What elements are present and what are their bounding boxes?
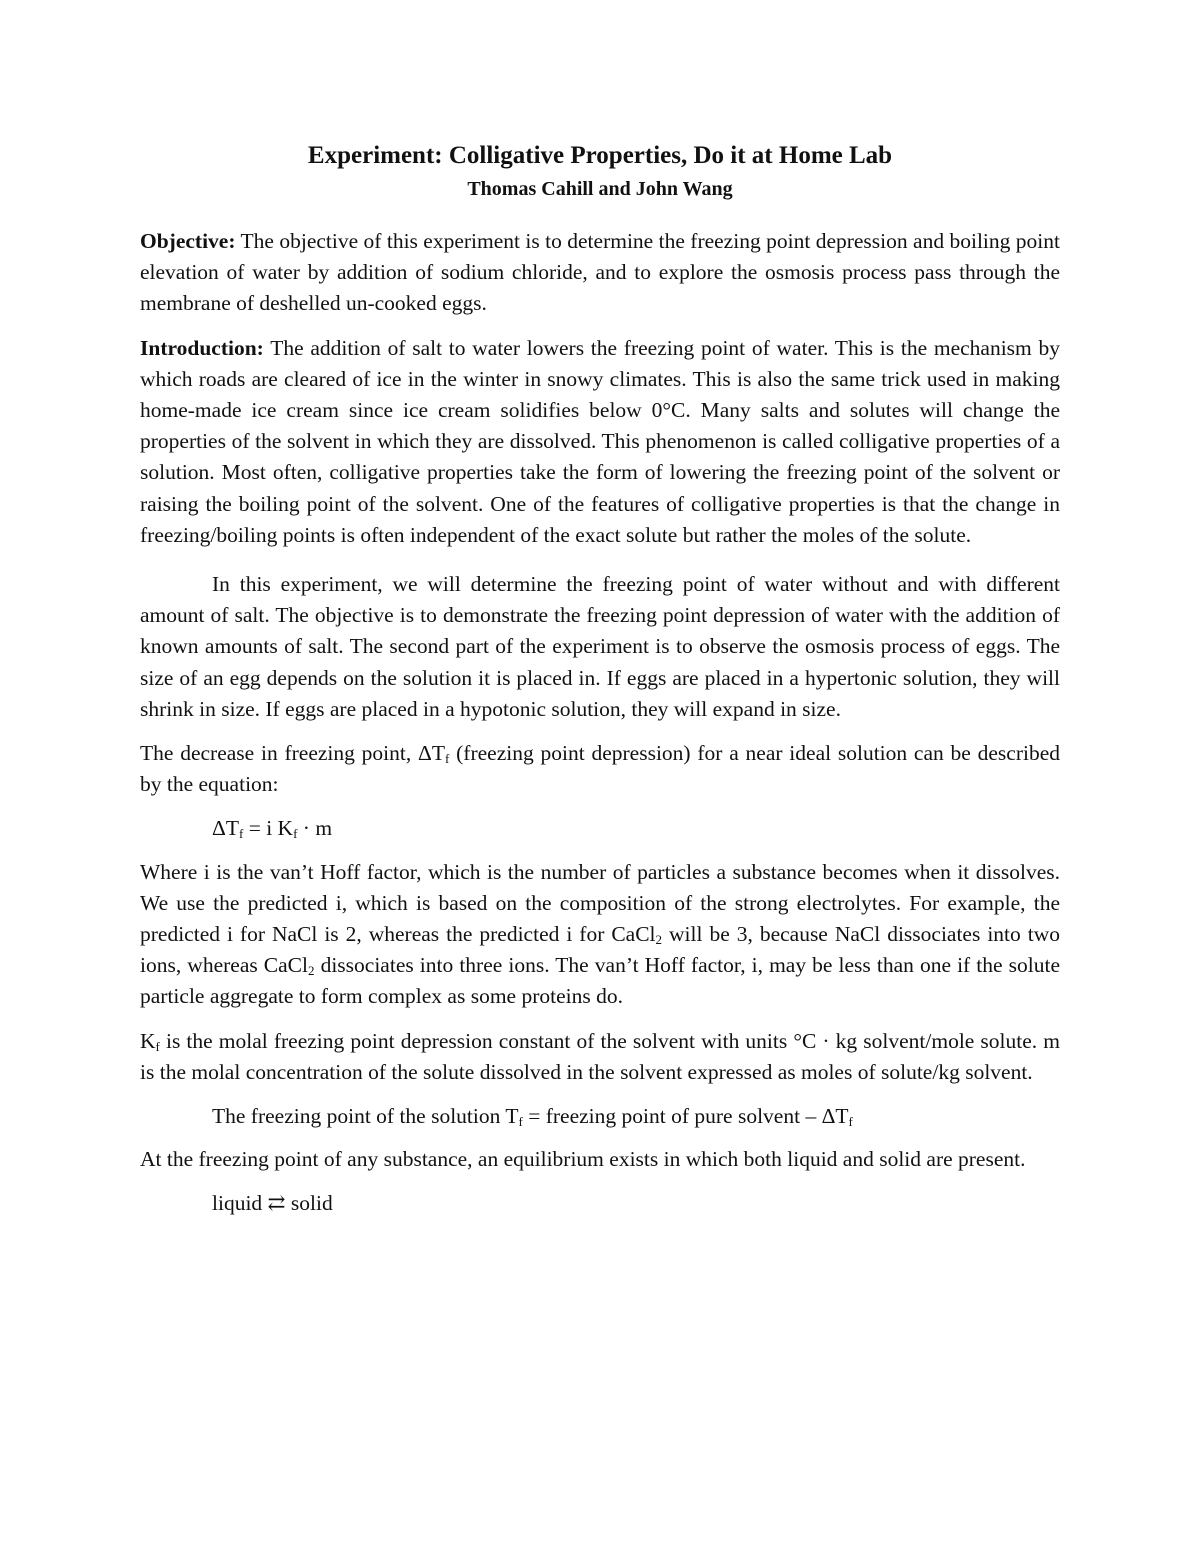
vant-hoff-sub-2: 2 (308, 963, 315, 979)
decrease-paragraph (140, 738, 1060, 800)
solution-freezing-point-equation (212, 1101, 1060, 1132)
kf-text-1: K (140, 1028, 156, 1053)
eq1-part-3: · m (297, 816, 333, 841)
equilibrium-paragraph: At the freezing point of any substance, an equilibrium exists in which both liquid and solid are present. (140, 1147, 1026, 1172)
objective-text: The objective of this experiment is to determine the freezing point depression and boiling point elevation of water by addition of sodium chloride, and to explore the osmosis process pass through the membrane of deshelled un-cooked eggs. (140, 229, 1060, 316)
vant-hoff-sub-1: 2 (655, 932, 663, 948)
eq1-part-2: = i K (243, 816, 294, 841)
objective-paragraph (140, 226, 1060, 320)
eq1-sub-2: f (293, 826, 298, 842)
experiment-paragraph: In this experiment, we will determine the freezing point of water without and with different amount of salt. The objective is to demonstrate the freezing point depression of water with the addition of known amounts of salt. The second part of the experiment is to observe the osmosis process of eggs. The size of an egg depends on the solution it is placed in. If eggs are placed in a hypertonic solution, they will shrink in size. If eggs are placed in a hypotonic solution, they will expand in size. (140, 572, 1060, 721)
document-page (140, 138, 1060, 1232)
kf-text-2: is the molal freezing point depression constant of the solvent with units °C · kg solvent/mole solute. m is the molal concentration of the solute dissolved in the solvent expressed as moles of solute/kg solvent. (140, 1028, 1060, 1084)
vant-hoff-paragraph (140, 857, 1060, 1013)
document-authors: Thomas Cahill and John Wang (467, 178, 733, 200)
eq2-part-2: = freezing point of pure solvent – ΔT (522, 1104, 849, 1129)
introduction-paragraph (140, 333, 1060, 551)
eq1-sub-1: f (238, 826, 244, 842)
vant-hoff-text-3: dissociates into three ions. The van’t Hoff factor, i, may be less than one if the solute particle aggregate to form complex as some proteins do. (140, 953, 1060, 1009)
decrease-text-2: (freezing point depression) for a near ideal solution can be described by the equation: (140, 741, 1060, 797)
introduction-text: The addition of salt to water lowers the freezing point of water. This is the mechanism by which roads are cleared of ice in the winter in snowy climates. This is also the same trick used in making home-made ice cream since ice cream solidifies below 0°C. Many salts and solutes will change the properties of the solvent in which they are dissolved. This phenomenon is called colligative properties of a solution. Most often, colligative properties take the form of lowering the freezing point of the solvent or raising the boiling point of the solvent. One of the features of colligative properties is that the change in freezing/boiling points is often independent of the exact solute but rather the moles of the solute. (140, 335, 1060, 547)
vant-hoff-text-1: Where i is the van’t Hoff factor, which is the number of particles a substance becomes when it dissolves. We use the predicted i, which is based on the composition of the strong electrolytes. For example, the predicted i for NaCl is 2, whereas the predicted i for CaCl (140, 859, 1060, 947)
kf-paragraph (140, 1026, 1060, 1088)
decrease-sub: f (445, 751, 450, 767)
eq2-sub-1: f (518, 1114, 523, 1130)
eq2-part-1: The freezing point of the solution T (212, 1104, 519, 1129)
liquid-solid-equation: liquid ⇄ solid (212, 1191, 333, 1216)
objective-label: Objective: (140, 229, 236, 253)
eq2-sub-2: f (848, 1114, 853, 1130)
introduction-label: Introduction: (140, 335, 264, 360)
freezing-point-equation (212, 813, 1060, 844)
decrease-text-1: The decrease in freezing point, ΔT (140, 741, 445, 766)
kf-sub: f (155, 1038, 160, 1054)
vant-hoff-text-2: will be 3, because NaCl dissociates into two ions, whereas CaCl (140, 922, 1060, 978)
eq1-part-1: ΔT (212, 816, 239, 841)
document-title: Experiment: Colligative Properties, Do it at Home Lab (307, 142, 893, 169)
